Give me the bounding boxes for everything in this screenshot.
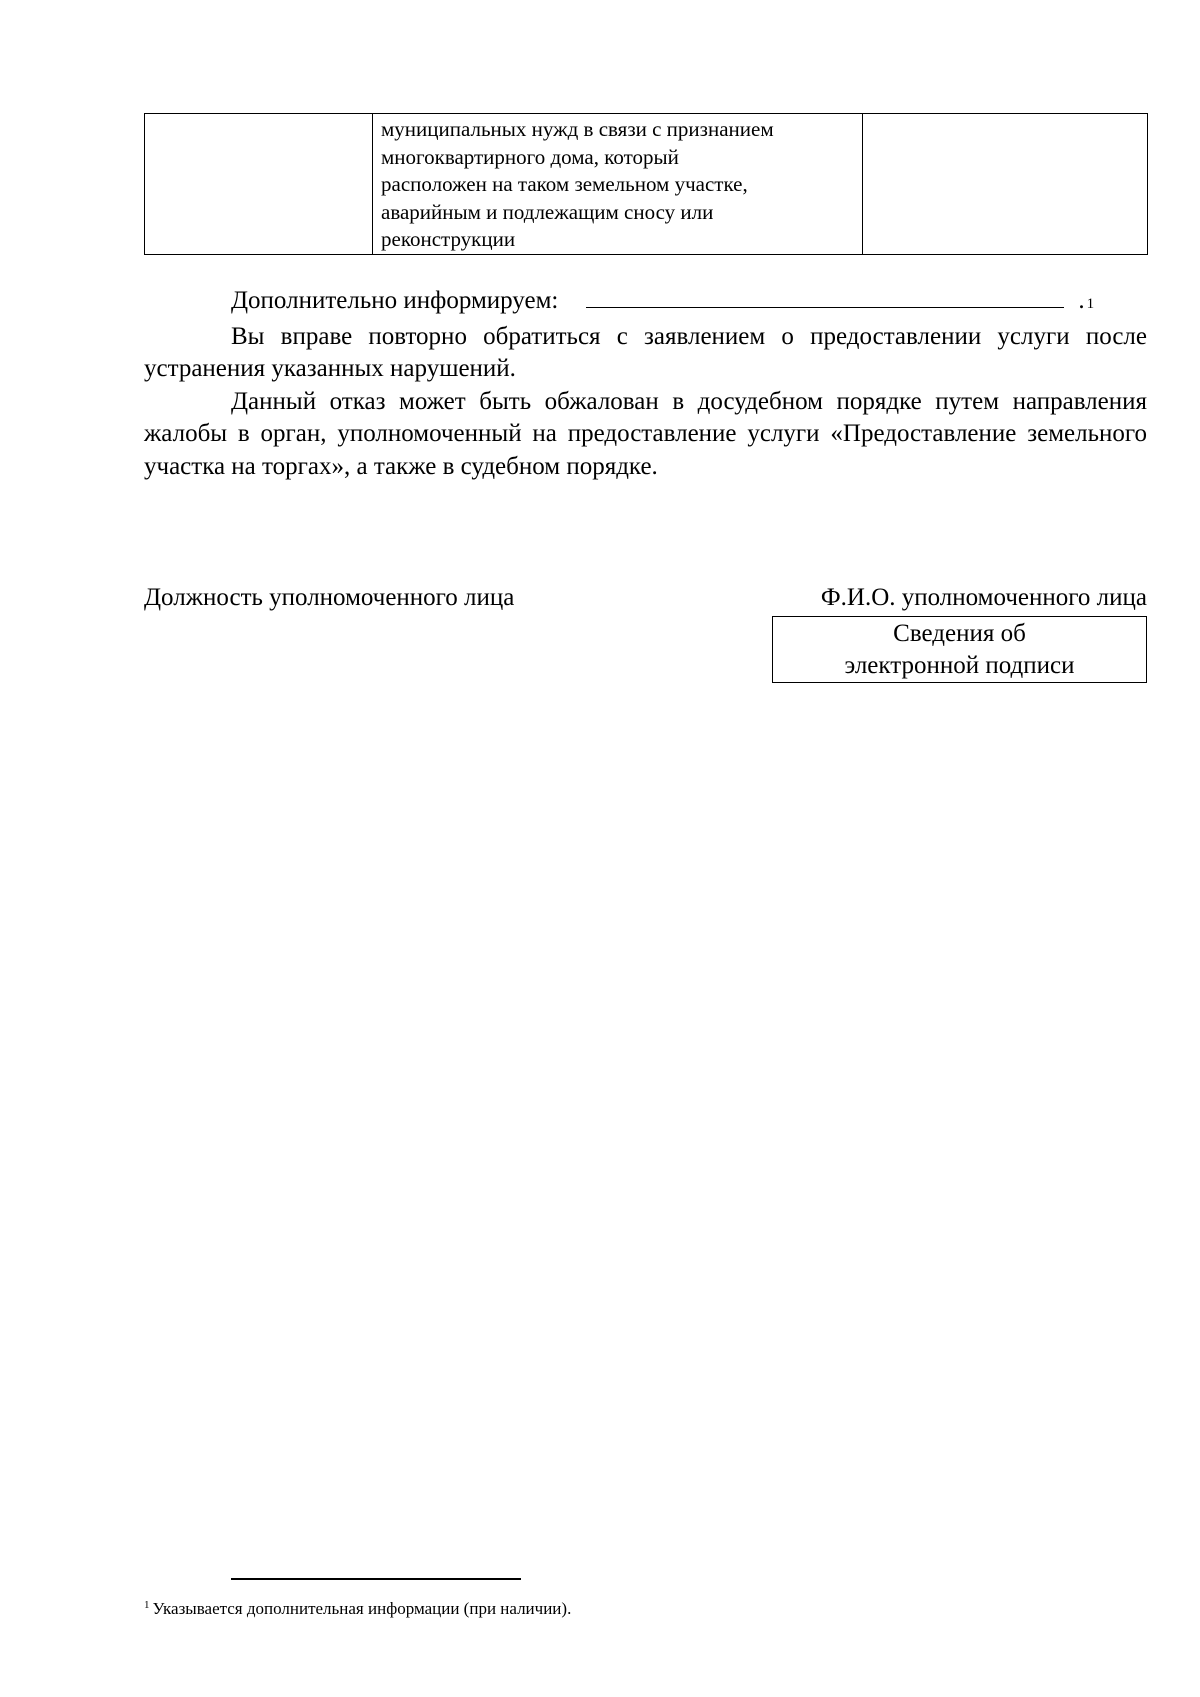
footnote-separator [231, 1578, 521, 1580]
footnote-mark: 1 [144, 1599, 150, 1611]
official-position-label: Должность уполномоченного лица [144, 584, 515, 611]
table-cell-clause [145, 114, 373, 255]
official-name-label: Ф.И.О. уполномоченного лица [820, 584, 1147, 611]
footnote-text: Указывается дополнительная информации (при наличии). [152, 1599, 572, 1618]
table-cell-explanation [863, 114, 1148, 255]
additional-info-end: . [1078, 287, 1085, 314]
esig-line: электронной подписи [844, 652, 1075, 679]
reason-line: муниципальных нужд в связи с признанием [381, 117, 774, 141]
reason-line: реконструкции [381, 227, 516, 252]
footnote-reference: 1 [1086, 296, 1095, 312]
table-cell-reason [373, 114, 863, 255]
reason-line: аварийным и подлежащим сносу или [381, 199, 714, 224]
reason-line: расположен на таком земельном участке, [381, 172, 748, 197]
electronic-signature-box [772, 616, 1147, 683]
reasons-table-fragment [144, 113, 1148, 255]
additional-info-line [144, 285, 1147, 321]
esig-line: Сведения об [893, 620, 1026, 647]
footnote [144, 1594, 571, 1620]
additional-info-label: Дополнительно информируем: [231, 287, 559, 314]
table-row [145, 114, 1148, 255]
appeal-paragraph: Данный отказ может быть обжалован в досудебном порядке путем направления жалобы в орган, уполномоченный на предоставление услуги «Предоставление земельного участка на торгах», а также в судебном порядке. [144, 387, 1147, 480]
reason-line: многоквартирного дома, который [381, 144, 679, 169]
body-text [144, 285, 1147, 483]
additional-info-blank [586, 306, 1064, 308]
reapply-paragraph: Вы вправе повторно обратиться с заявлением о предоставлении услуги после устранения указанных нарушений. [144, 322, 1147, 382]
